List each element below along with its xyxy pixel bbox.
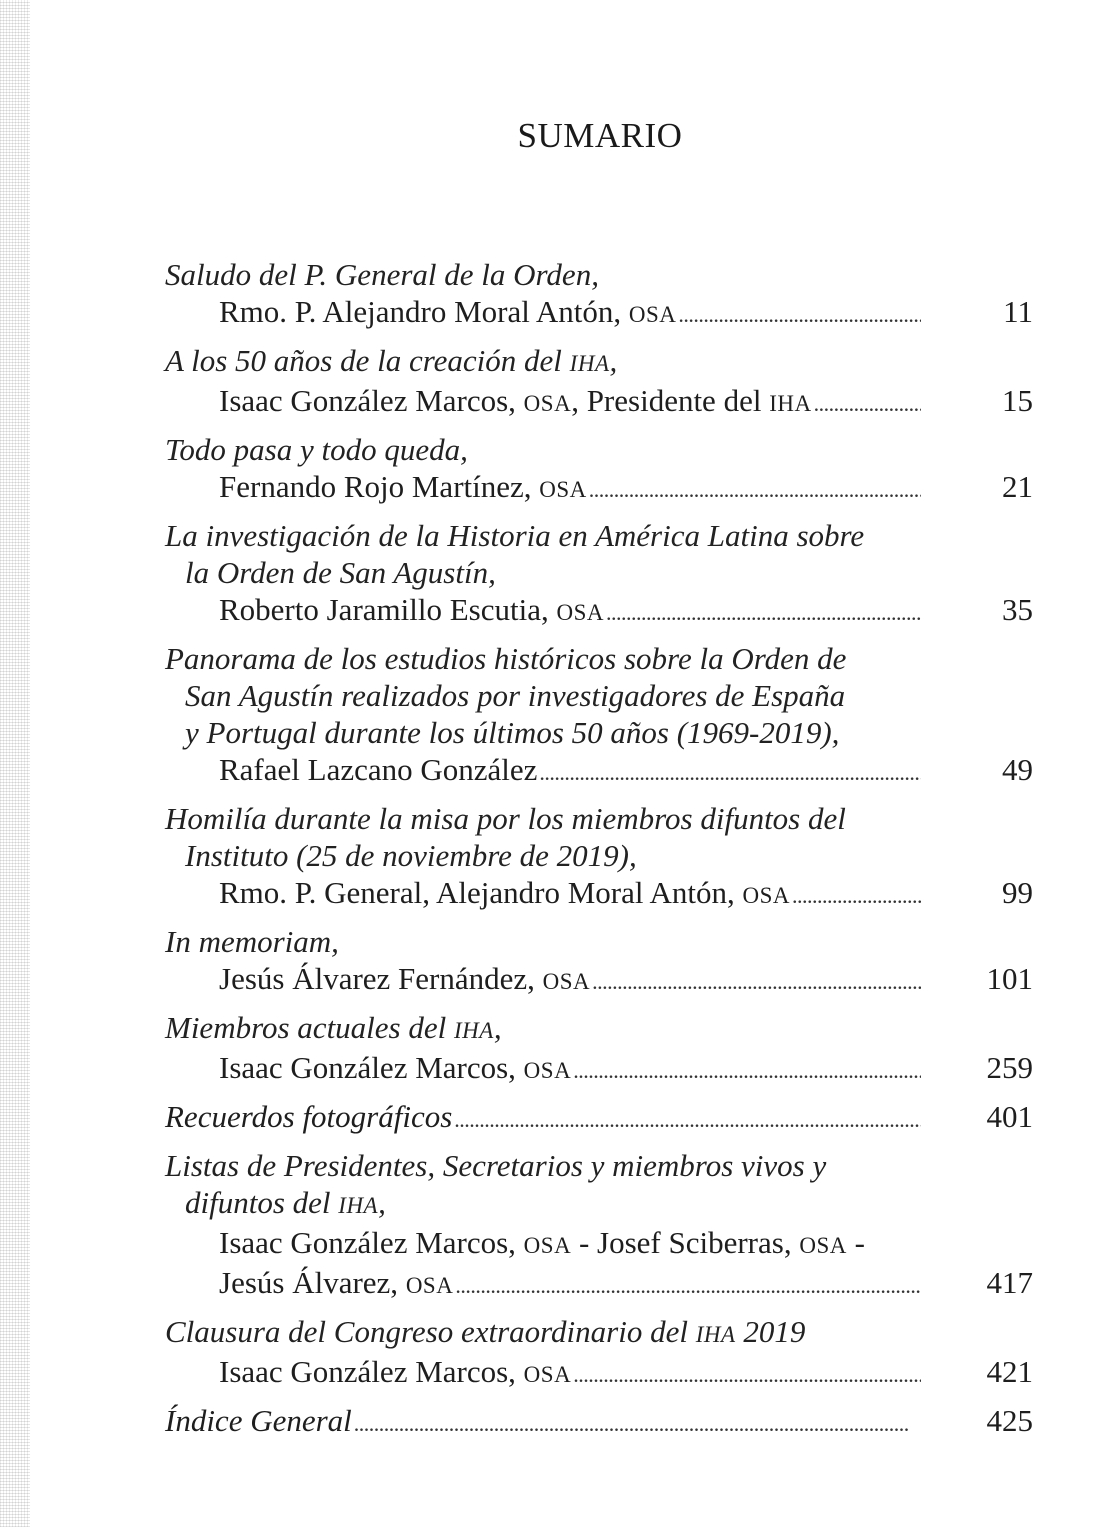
dot-leader bbox=[606, 591, 921, 631]
toc-entry bbox=[165, 640, 1033, 791]
entry-author-line bbox=[165, 591, 1033, 631]
entry-page-number: 101 bbox=[986, 961, 1033, 996]
entry-order-abbrev: OSA bbox=[799, 1233, 847, 1258]
dot-leader bbox=[792, 874, 921, 914]
dot-leader bbox=[678, 293, 921, 333]
entry-author-line bbox=[165, 960, 1033, 1000]
entry-order-abbrev: OSA bbox=[523, 1362, 572, 1387]
entry-page-number: 11 bbox=[1003, 294, 1033, 329]
entry-author: Rafael Lazcano González bbox=[219, 752, 538, 787]
entry-title: Homilía durante la misa por los miembros difuntos del bbox=[165, 801, 846, 836]
entry-title-continued bbox=[165, 1184, 1033, 1224]
entry-page-number: 425 bbox=[986, 1403, 1033, 1438]
dot-leader bbox=[454, 1098, 921, 1138]
entry-author: Jesús Álvarez Fernández, bbox=[219, 961, 535, 996]
entry-title-abbrev: IHA bbox=[569, 351, 610, 376]
entry-title-punct: , bbox=[609, 343, 618, 378]
entry-title bbox=[165, 1009, 1033, 1049]
entry-title: Índice General bbox=[165, 1403, 352, 1438]
entry-title: In memoriam, bbox=[165, 924, 339, 959]
entry-author: - Josef Sciberras, bbox=[578, 1225, 792, 1260]
entry-author-line bbox=[165, 751, 1033, 791]
entry-title-punct: , bbox=[378, 1185, 386, 1220]
entry-order-abbrev: OSA bbox=[523, 1233, 572, 1258]
entry-author-line bbox=[165, 293, 1033, 333]
entry-title-abbrev: IHA bbox=[695, 1322, 736, 1347]
entry-author: Rmo. P. General, Alejandro Moral Antón, bbox=[219, 875, 735, 910]
entry-order-abbrev: OSA bbox=[539, 477, 587, 502]
entry-title: Todo pasa y todo queda, bbox=[165, 432, 468, 467]
entry-title-text: Miembros actuales del bbox=[165, 1010, 447, 1045]
dot-leader bbox=[814, 382, 921, 422]
page-title: SUMARIO bbox=[517, 116, 683, 155]
entry-author: Isaac González Marcos, bbox=[219, 1050, 516, 1085]
entry-title: Panorama de los estudios históricos sobre la Orden de bbox=[165, 641, 847, 676]
entry-title-continued: Instituto (25 de noviembre de 2019), bbox=[185, 838, 637, 873]
entry-page-number: 421 bbox=[986, 1354, 1033, 1389]
entry-title-continued: San Agustín realizados por investigadores de España bbox=[185, 678, 846, 713]
entry-author-line bbox=[165, 468, 1033, 508]
entry-page-number: 99 bbox=[1002, 875, 1033, 910]
entry-title-line bbox=[165, 1402, 1033, 1442]
entry-title: La investigación de la Historia en América Latina sobre bbox=[165, 518, 865, 553]
entry-title-text: difuntos del bbox=[185, 1185, 331, 1220]
toc-entry bbox=[165, 342, 1033, 422]
entry-author-line bbox=[165, 1264, 1033, 1304]
entry-title-year: 2019 bbox=[743, 1314, 806, 1349]
toc-entry bbox=[165, 1402, 1033, 1442]
entry-author: Jesús Álvarez, bbox=[219, 1265, 399, 1300]
entry-title bbox=[165, 342, 1033, 382]
entry-page-number: 35 bbox=[1002, 592, 1033, 627]
dot-leader bbox=[539, 751, 921, 791]
entry-title bbox=[165, 1313, 1033, 1353]
entry-page-number: 401 bbox=[986, 1099, 1033, 1134]
entry-author: Fernando Rojo Martínez, bbox=[219, 469, 532, 504]
entry-author-line bbox=[165, 1353, 1033, 1393]
page-edge-shading bbox=[0, 0, 30, 1527]
toc-entry bbox=[165, 517, 1033, 631]
entry-page-number: 49 bbox=[1002, 752, 1033, 787]
entry-author-separator: - bbox=[854, 1225, 865, 1260]
entry-order-abbrev: OSA bbox=[542, 969, 591, 994]
entry-author-line bbox=[165, 874, 1033, 914]
entry-author-role: , Presidente del bbox=[571, 383, 762, 418]
entry-title-continued: la Orden de San Agustín, bbox=[185, 555, 496, 590]
toc-entry bbox=[165, 256, 1033, 333]
entry-institute-abbrev: IHA bbox=[769, 391, 812, 416]
toc-entry bbox=[165, 1313, 1033, 1393]
dot-leader bbox=[573, 1353, 921, 1393]
entry-author: Isaac González Marcos, bbox=[219, 1354, 516, 1389]
entry-title-text: Clausura del Congreso extraordinario del bbox=[165, 1314, 688, 1349]
toc-entry bbox=[165, 431, 1033, 508]
table-of-contents bbox=[165, 256, 1033, 1442]
entry-author-line bbox=[165, 382, 1033, 422]
dot-leader bbox=[589, 468, 921, 508]
entry-order-abbrev: OSA bbox=[628, 302, 677, 327]
dot-leader bbox=[592, 960, 921, 1000]
entry-page-number: 21 bbox=[1002, 469, 1033, 504]
toc-entry bbox=[165, 800, 1033, 914]
toc-entry bbox=[165, 1009, 1033, 1089]
entry-author-line bbox=[165, 1049, 1033, 1089]
entry-title: Recuerdos fotográficos bbox=[165, 1099, 453, 1134]
entry-order-abbrev: OSA bbox=[742, 883, 791, 908]
toc-entry bbox=[165, 1098, 1033, 1138]
dot-leader bbox=[354, 1402, 921, 1442]
entry-author: Rmo. P. Alejandro Moral Antón, bbox=[219, 294, 622, 329]
entry-author: Isaac González Marcos, bbox=[219, 1225, 516, 1260]
entry-order-abbrev: OSA bbox=[523, 1058, 572, 1083]
entry-title-line bbox=[165, 1098, 1033, 1138]
entry-author: Roberto Jaramillo Escutia, bbox=[219, 592, 549, 627]
entry-title-abbrev: IHA bbox=[338, 1193, 379, 1218]
entry-page-number: 15 bbox=[1002, 383, 1033, 418]
entry-title-continued: y Portugal durante los últimos 50 años (1969-2019), bbox=[185, 715, 840, 750]
entry-order-abbrev: OSA bbox=[523, 391, 572, 416]
dot-leader bbox=[455, 1264, 921, 1304]
entry-author-line bbox=[165, 1224, 1033, 1264]
entry-title-punct: , bbox=[493, 1010, 502, 1045]
entry-order-abbrev: OSA bbox=[556, 600, 604, 625]
toc-entry bbox=[165, 923, 1033, 1000]
entry-title: Saludo del P. General de la Orden, bbox=[165, 257, 599, 292]
entry-page-number: 417 bbox=[986, 1265, 1033, 1300]
dot-leader bbox=[573, 1049, 921, 1089]
entry-author: Isaac González Marcos, bbox=[219, 383, 516, 418]
entry-title-abbrev: IHA bbox=[454, 1018, 494, 1043]
toc-entry bbox=[165, 1147, 1033, 1304]
entry-order-abbrev: OSA bbox=[405, 1273, 454, 1298]
entry-title: Listas de Presidentes, Secretarios y miembros vivos y bbox=[165, 1148, 827, 1183]
entry-title-text: A los 50 años de la creación del bbox=[165, 343, 562, 378]
entry-page-number: 259 bbox=[986, 1050, 1033, 1085]
